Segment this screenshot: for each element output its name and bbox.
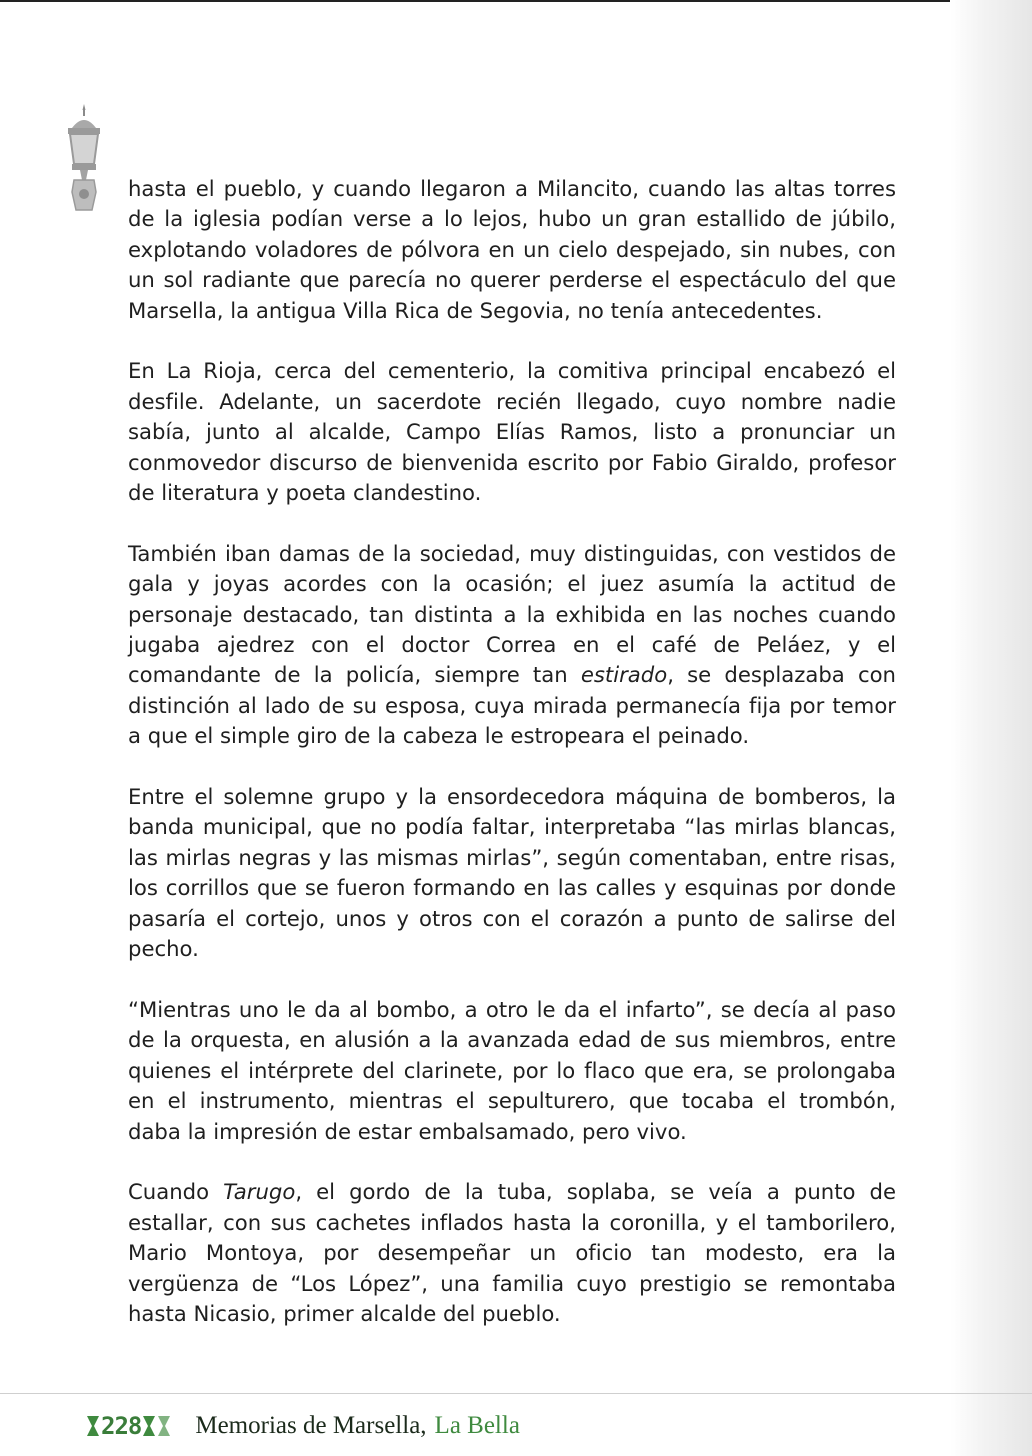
x-mark-icon	[157, 1415, 171, 1437]
paragraph-text: Entre el solemne grupo y la ensordecedora máquina de bomberos, la banda municipal, que no podía faltar, interpretaba “las mirlas blancas, las mirlas negras y las mismas mirlas”, según comentaban, entre risas, los corrillos que se fueron formando en las calles y esquinas por donde pasaría el cortejo, unos y otros con el corazón a punto de salirse del pecho.	[128, 784, 896, 962]
x-mark-icon	[142, 1415, 156, 1437]
paragraph-text: hasta el pueblo, y cuando llegaron a Milancito, cuando las altas torres de la iglesia podían verse a lo lejos, hubo un gran estallido de júbilo, explotando voladores de pólvora en un cielo despejado, sin nubes, con un sol radiante que parecía no querer perderse el espectáculo del que Marsella, la antigua Villa Rica de Segovia, no tenía antecedentes.	[128, 176, 896, 323]
page-number: 228	[101, 1412, 142, 1440]
paragraph-text: “Mientras uno le da al bombo, a otro le da el infarto”, se decía al paso de la orquesta, en alusión a la avanzada edad de sus miembros, entre quienes el intérprete del clarinete, por lo flaco que era, se prolongaba en el instrumento, mientras el sepulturero, que tocaba el trombón, daba la impresión de estar embalsamado, pero vivo.	[128, 996, 896, 1144]
paragraph-text: , se desplazaba con distinción al lado de su esposa, cuya mirada permanecía fija por temor a que el simple giro de la cabeza le estropeara el peinado.	[128, 662, 896, 749]
street-lamp-icon	[56, 102, 112, 218]
paragraph-text: Cuando	[128, 1179, 224, 1205]
book-subtitle: La Bella	[434, 1412, 520, 1439]
paragraph	[128, 995, 896, 1147]
paragraph-text: En La Rioja, cerca del cementerio, la comitiva principal encabezó el desfile. Adelante, un sacerdote recién llegado, cuyo nombre nadie sabía, junto al alcalde, Campo Elías Ramos, listo a pronunciar un conmovedor discurso de bienvenida escrito por Fabio Giraldo, profesor de literatura y poeta clandestino.	[128, 358, 896, 506]
paragraph	[128, 539, 896, 752]
paragraph	[128, 174, 896, 326]
paragraph	[128, 782, 896, 964]
x-mark-icon	[86, 1415, 100, 1437]
page-edge-shadow	[950, 0, 1032, 1456]
paragraph	[128, 1177, 896, 1329]
paragraph	[128, 356, 896, 508]
italic-text: estirado	[580, 662, 668, 688]
paragraph-text: , el gordo de la tuba, soplaba, se veía a punto de estallar, con sus cachetes inflados hasta la coronilla, y el tamborilero, Mario Montoya, por desempeñar un oficio tan modesto, era la vergüenza de “Los López”, una familia cuyo prestigio se remontaba hasta Nicasio, primer alcalde del pueblo.	[128, 1179, 896, 1326]
book-title: Memorias de Marsella,	[195, 1412, 427, 1439]
italic-text: Tarugo	[223, 1179, 296, 1205]
paragraph-text: También iban damas de la sociedad, muy distinguidas, con vestidos de gala y joyas acordes con la ocasión; el juez asumía la actitud de personaje destacado, tan distinta a la exhibida en las noches cuando jugaba ajedrez con el doctor Correa en el café de Peláez, y el comandante de la policía, siempre tan	[128, 540, 896, 688]
footer-divider	[0, 1393, 1032, 1394]
top-border	[0, 0, 1032, 2]
body-text	[128, 174, 896, 1329]
page-footer	[86, 1406, 520, 1446]
